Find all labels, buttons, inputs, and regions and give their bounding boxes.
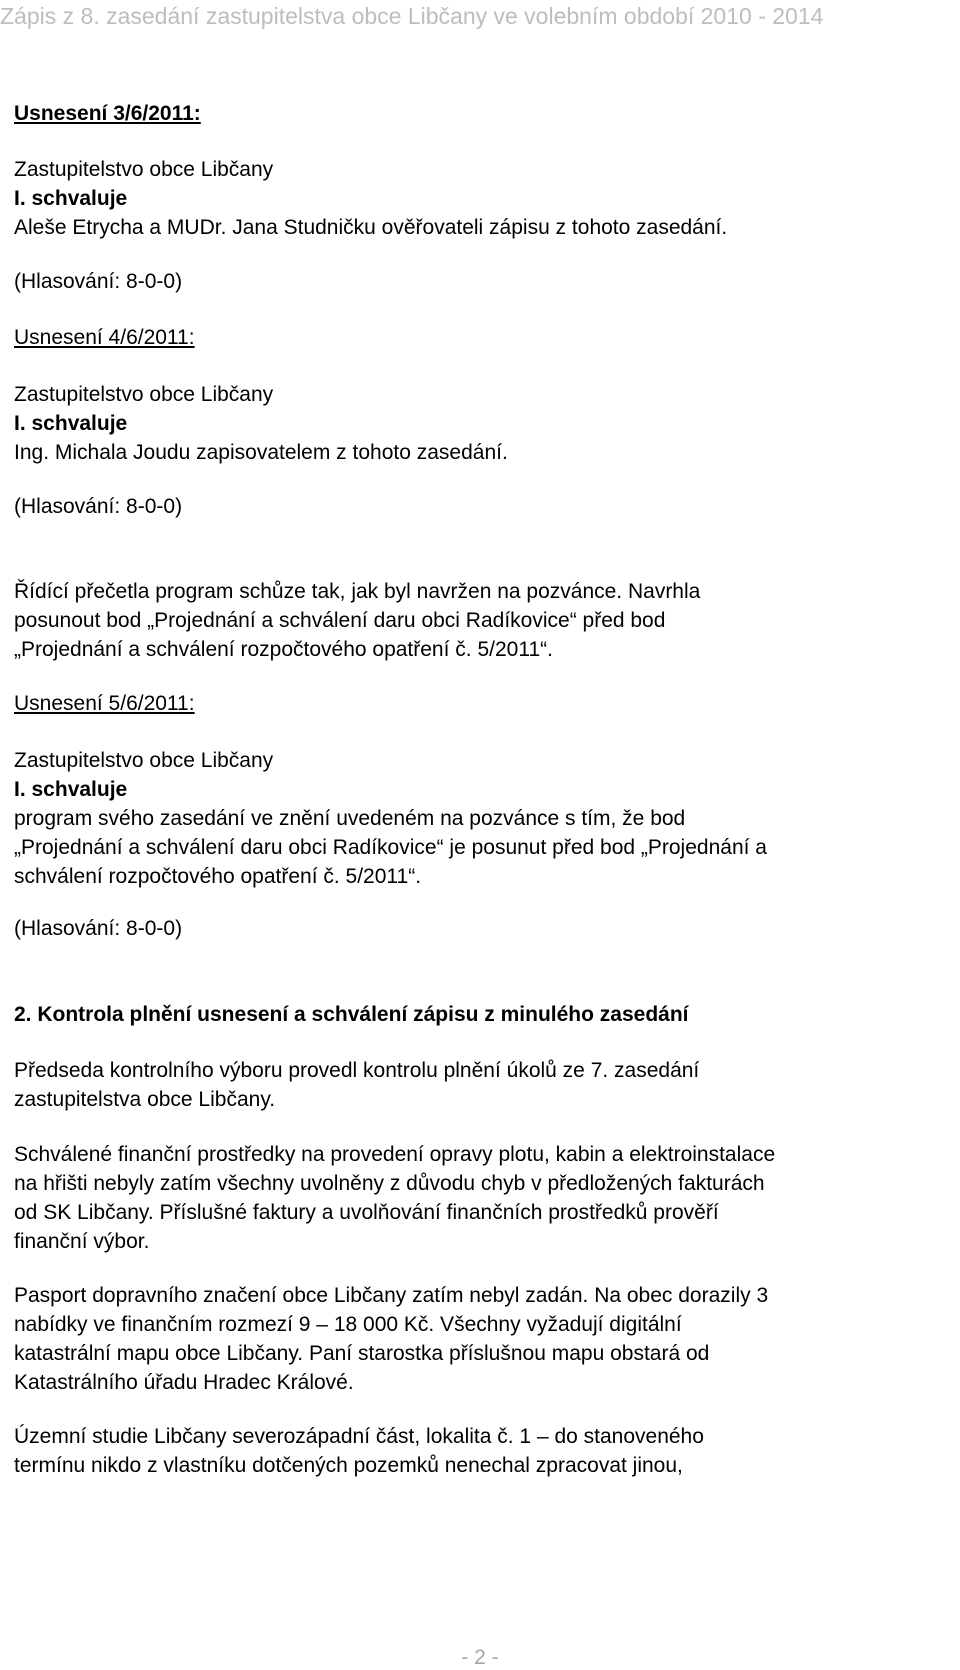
paragraph-line: Schválené finanční prostředky na provedení opravy plotu, kabin a elektroinstalace [14, 1143, 776, 1166]
council-name: Zastupitelstvo obce Libčany [14, 158, 274, 181]
paragraph-line: Pasport dopravního značení obce Libčany zatím nebyl zadán. Na obec dorazily 3 [14, 1284, 769, 1307]
paragraph-line: „Projednání a schválení rozpočtového opatření č. 5/2011“. [14, 638, 553, 661]
resolution-3-body [14, 155, 944, 242]
paragraph-4 [14, 1422, 944, 1480]
vote-result: (Hlasování: 8-0-0) [14, 917, 183, 940]
paragraph-line: Řídící přečetla program schůze tak, jak byl navržen na pozvánce. Navrhla [14, 580, 701, 603]
document-header [0, 0, 960, 36]
paragraph-line: program svého zasedání ve znění uvedeném na pozvánce s tím, že bod [14, 807, 686, 830]
paragraph-3 [14, 1281, 944, 1397]
vote-block [14, 914, 944, 943]
section-heading: 2. Kontrola plnění usnesení a schválení zápisu z minulého zasedání [14, 1003, 689, 1026]
paragraph-line: katastrální mapu obce Libčany. Paní starostka příslušnou mapu obstará od [14, 1342, 710, 1365]
resolution-text: Aleše Etrycha a MUDr. Jana Studničku ověřovateli zápisu z tohoto zasedání. [14, 216, 728, 239]
resolution-3 [14, 99, 944, 128]
header-title: Zápis z 8. zasedání zastupitelstva obce Libčany ve volebním období 2010 - 2014 [0, 3, 824, 29]
paragraph-1 [14, 1056, 944, 1114]
paragraph-line: Katastrálního úřadu Hradec Králové. [14, 1371, 354, 1394]
resolution-verb: I. schvaluje [14, 187, 128, 210]
paragraph-line: nabídky ve finančním rozmezí 9 – 18 000 Kč. Všechny vyžadují digitální [14, 1313, 682, 1336]
resolution-4 [14, 323, 944, 352]
council-name: Zastupitelstvo obce Libčany [14, 383, 274, 406]
paragraph-line: od SK Libčany. Příslušné faktury a uvolňování finančních prostředků prověří [14, 1201, 719, 1224]
paragraph-line: „Projednání a schválení daru obci Radíkovice“ je posunut před bod „Projednání a [14, 836, 767, 859]
vote-result: (Hlasování: 8-0-0) [14, 270, 183, 293]
resolution-heading: Usnesení 5/6/2011: [14, 692, 195, 715]
paragraph-line: Územní studie Libčany severozápadní část, lokalita č. 1 – do stanoveného [14, 1425, 704, 1448]
paragraph-line: zastupitelstva obce Libčany. [14, 1088, 276, 1111]
resolution-heading: Usnesení 3/6/2011: [14, 102, 201, 125]
program-paragraph [14, 577, 944, 664]
paragraph-line: posunout bod „Projednání a schválení daru obci Radíkovice“ před bod [14, 609, 666, 632]
resolution-heading: Usnesení 4/6/2011: [14, 326, 195, 349]
resolution-4-body [14, 380, 944, 467]
paragraph-line: na hřišti nebyly zatím všechny uvolněny z důvodu chyb v předložených fakturách [14, 1172, 765, 1195]
resolution-text: Ing. Michala Joudu zapisovatelem z tohoto zasedání. [14, 441, 508, 464]
paragraph-line: termínu nikdo z vlastníku dotčených pozemků nenechal zpracovat jinou, [14, 1454, 683, 1477]
resolution-5-body [14, 746, 944, 891]
vote-result: (Hlasování: 8-0-0) [14, 495, 183, 518]
council-name: Zastupitelstvo obce Libčany [14, 749, 274, 772]
paragraph-line: schválení rozpočtového opatření č. 5/2011“. [14, 865, 422, 888]
paragraph-line: Předseda kontrolního výboru provedl kontrolu plnění úkolů ze 7. zasedání [14, 1059, 700, 1082]
section-2 [14, 1000, 944, 1029]
vote-block [14, 267, 944, 296]
resolution-verb: I. schvaluje [14, 778, 128, 801]
resolution-verb: I. schvaluje [14, 412, 128, 435]
vote-block [14, 492, 944, 521]
paragraph-line: finanční výbor. [14, 1230, 150, 1253]
resolution-5 [14, 689, 944, 718]
paragraph-2 [14, 1140, 944, 1256]
page-number: - 2 - [461, 1646, 499, 1669]
